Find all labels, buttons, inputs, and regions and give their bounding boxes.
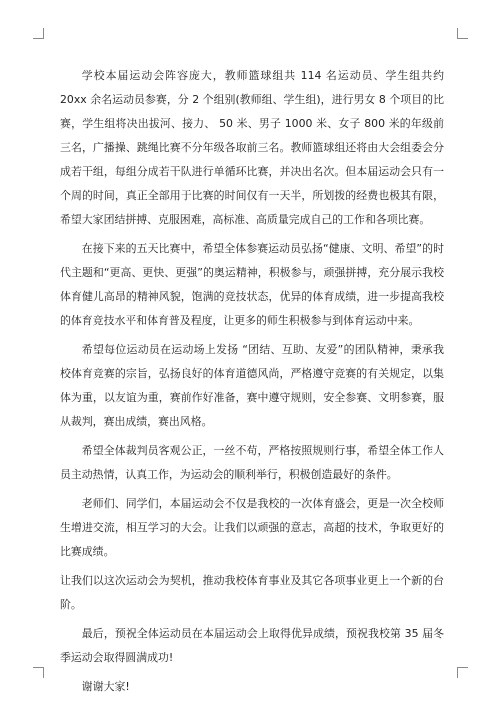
paragraph-referees: 希望全体裁判员客观公正，一丝不苟，严格按照规则行事，希望全体工作人员主动热情，认真工作，为运动会的顺利举行，积极创造最好的条件。 <box>60 444 444 481</box>
document-body <box>60 64 444 704</box>
crop-mark-bottom-right <box>457 667 468 678</box>
crop-mark-bottom-left <box>33 667 44 678</box>
paragraph-thanks: 谢谢大家! <box>81 680 130 693</box>
paragraph-intro: 学校本届运动会阵容庞大，教师篮球组共 114 名运动员、学生组共约 20xx 余名运动员参赛，分 2 个组别(教师组、学生组)，进行男女 8 个项目的比赛，学生组将决出拔河、接力、 50 米、男子 1000 米、女子 800 米的年级前三名，广播操、跳绳比赛不分年级各取前三名。教师篮球组还将由大会组委会分成若干组，每组分成若干队进行单循环比赛，并决出名次。但本届运动会只有一个周的时间，真正全部用于比赛的时间仅有一天半，所划拨的经费也极其有限，希望大家团结拼搏、克服困难，高标准、高质量完成自己的工作和各项比赛。 <box>60 69 444 226</box>
paragraph-wishes: 最后，预祝全体运动员在本届运动会上取得优异成绩，预祝我校第 35 届冬季运动会取得圆满成功! <box>60 627 444 664</box>
paragraph-teachers-students: 老师们、同学们，本届运动会不仅是我校的一次体育盛会，更是一次全校师生增进交流，相互学习的大会。让我们以顽强的意志，高超的技术，争取更好的比赛成绩。 <box>60 497 444 558</box>
paragraph-spirit: 在接下来的五天比赛中，希望全体参赛运动员弘扬“健康、文明、希望”的时代主题和“更高、更快、更强”的奥运精神，积极参与，顽强拼搏，充分展示我校体育健儿高昂的精神风貌，饱满的竞技状态，优异的体育成绩，进一步提高我校的体育竞技水平和体育普及程度，让更多的师生积极参与到体育运动中来。 <box>60 242 444 327</box>
paragraph-opportunity: 让我们以这次运动会为契机，推动我校体育事业及其它各项事业更上一个新的台阶。 <box>60 574 444 611</box>
crop-mark-top-left <box>33 28 44 39</box>
paragraph-athletes: 希望每位运动员在运动场上发扬 “团结、互助、友爱”的团队精神，秉承我校体育竞赛的宗旨，弘扬良好的体育道德风尚，严格遵守竞赛的有关规定，以集体为重，以友谊为重，赛前作好准备，赛中遵守规则，安全参赛、文明参赛，服从裁判，赛出成绩，赛出风格。 <box>60 343 444 428</box>
crop-mark-top-right <box>457 28 468 39</box>
